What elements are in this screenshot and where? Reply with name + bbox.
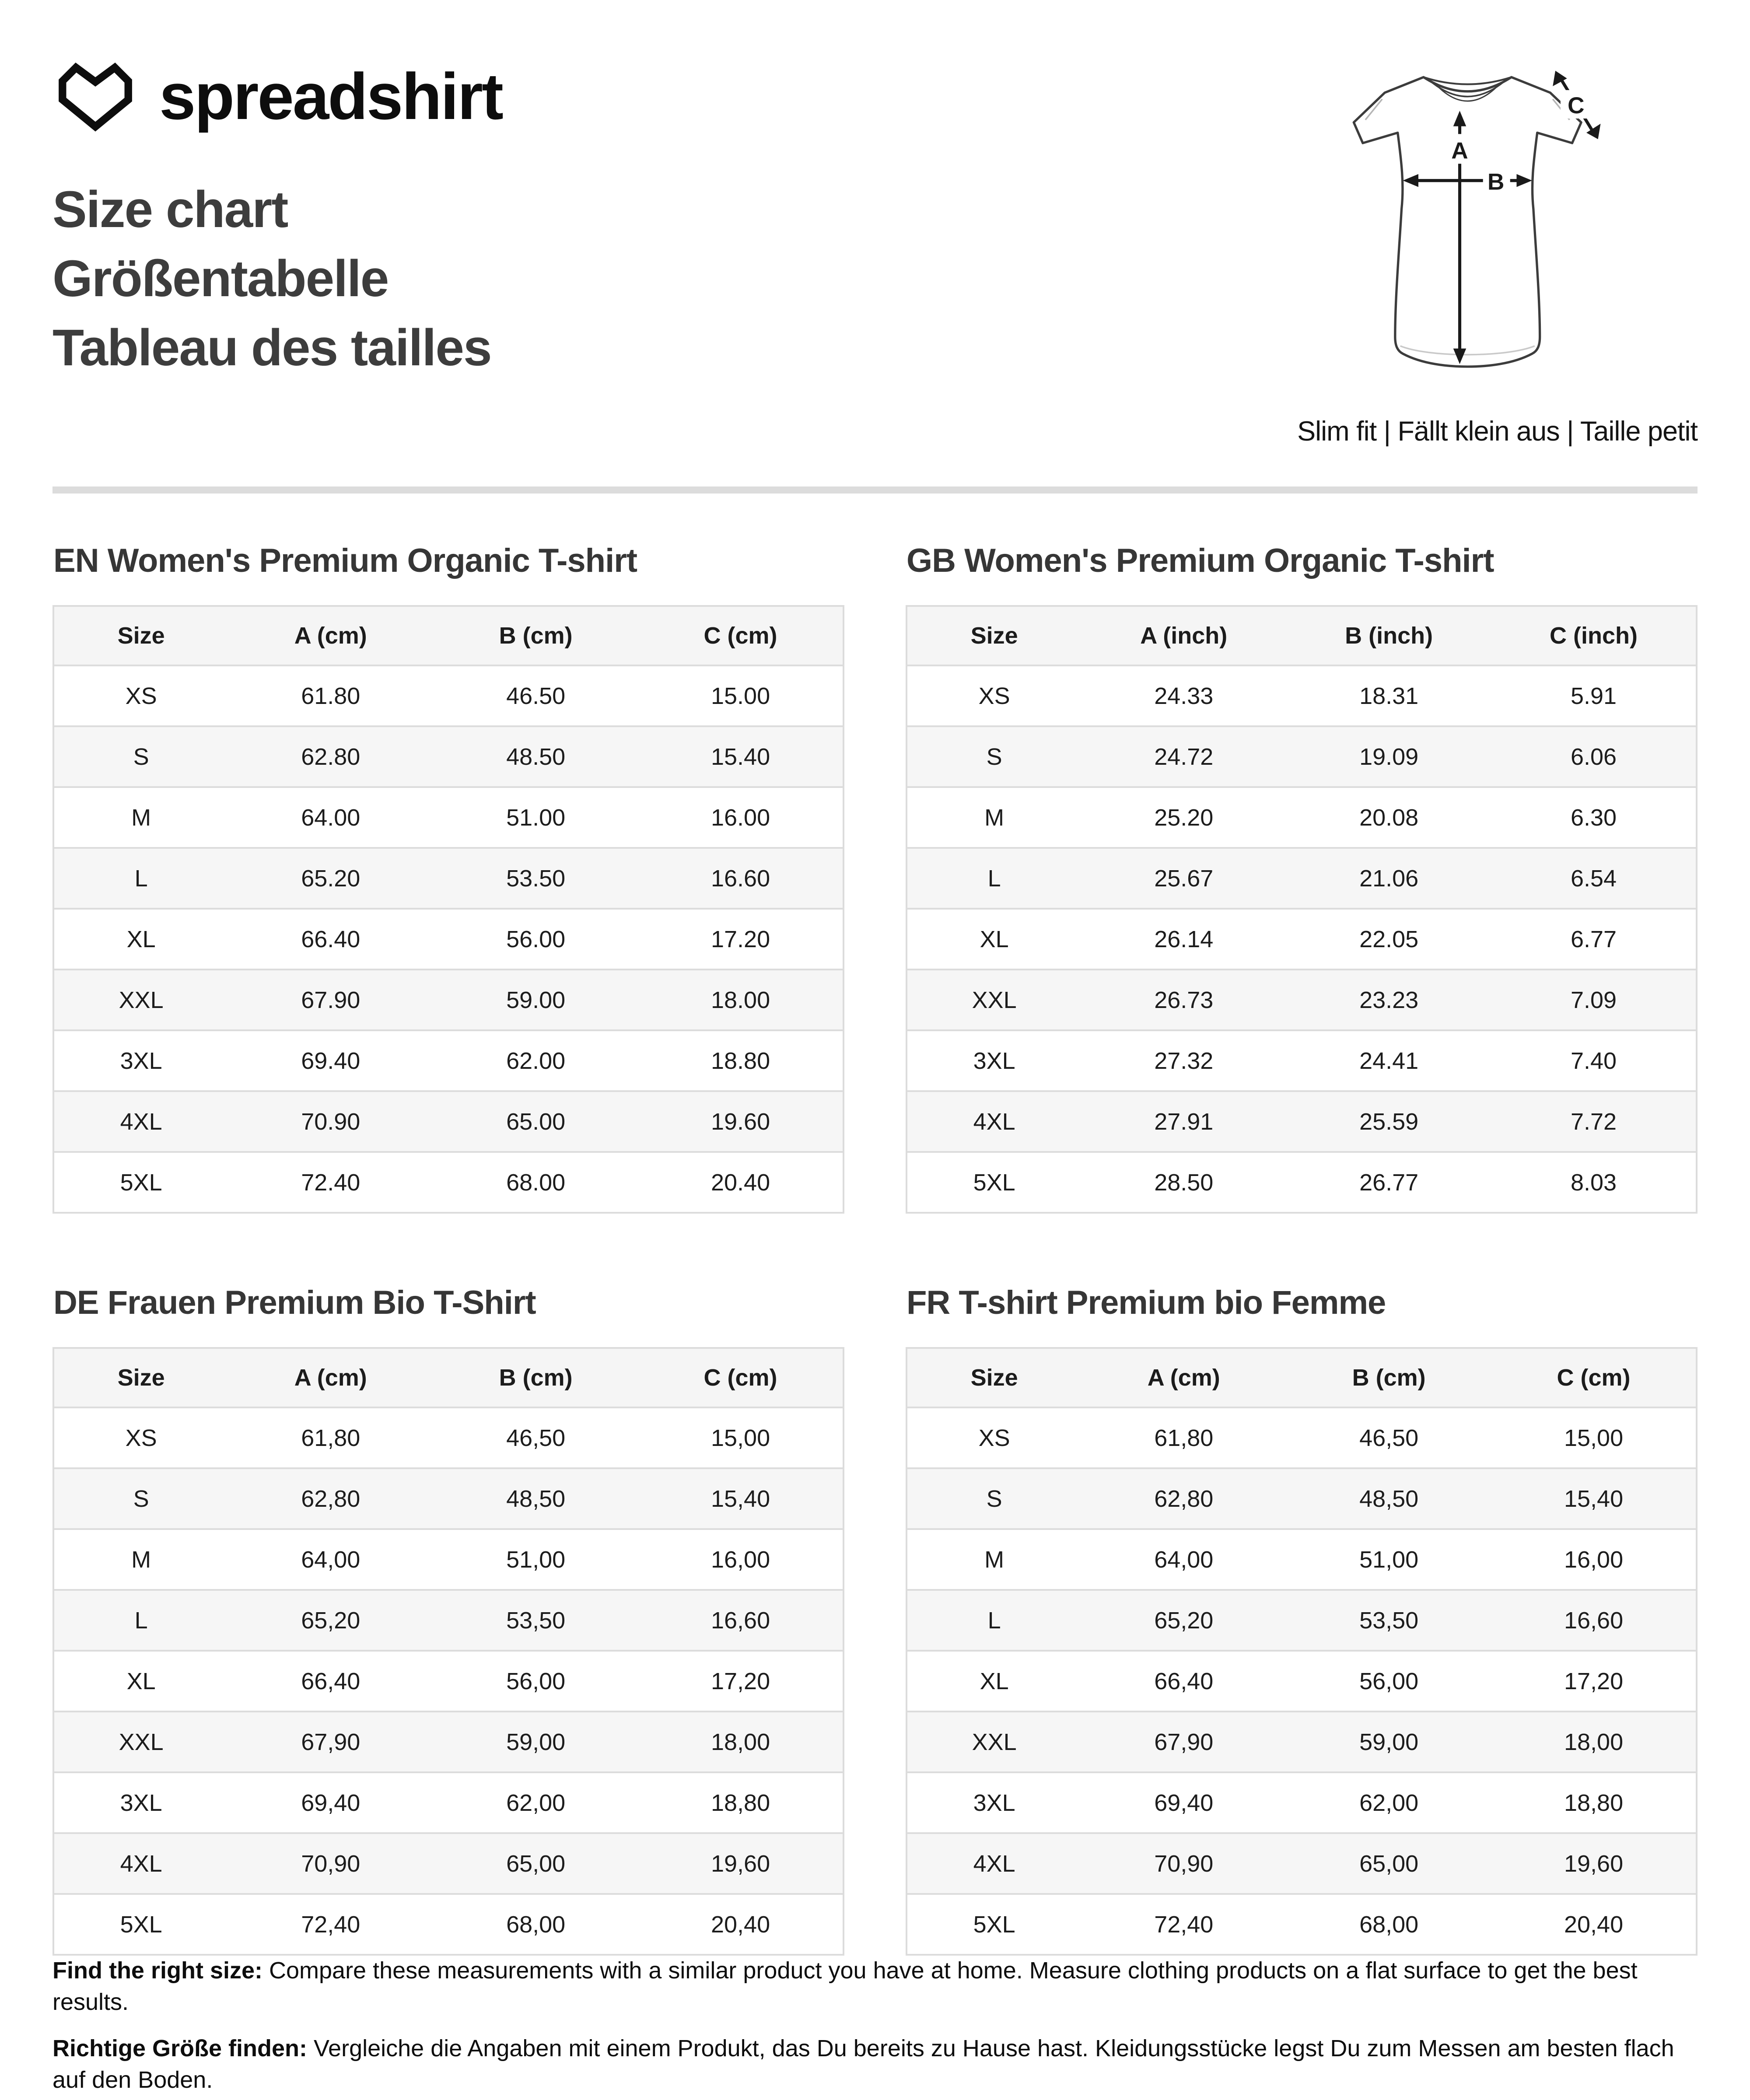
table-title-de: DE Frauen Premium Bio T-Shirt: [53, 1284, 536, 1321]
table-row: [53, 787, 844, 848]
measurement-cell: 64,00: [228, 1529, 433, 1590]
measurement-cell: 66,40: [228, 1651, 433, 1712]
measurement-cell: 53,50: [1286, 1590, 1491, 1651]
size-cell: XL: [906, 909, 1081, 970]
measurement-cell: 67,90: [1081, 1712, 1286, 1772]
table-row: [906, 665, 1697, 726]
header-row: [53, 606, 844, 665]
measurement-cell: 62.00: [433, 1030, 638, 1091]
measurement-cell: 70,90: [1081, 1833, 1286, 1894]
size-cell: M: [906, 787, 1081, 848]
column-header: A (inch): [1081, 606, 1286, 665]
size-cell: XXL: [53, 1712, 228, 1772]
sizing-tip-en-text: Compare these measurements with a similar product you have at home. Measure clothing products on a flat surface to get the best results.: [52, 1957, 1638, 2015]
size-cell: L: [906, 1590, 1081, 1651]
measure-a-label: A: [1451, 138, 1468, 164]
measurement-cell: 15.00: [638, 665, 844, 726]
table-row: [53, 1712, 844, 1772]
measurement-cell: 65.00: [433, 1091, 638, 1152]
measurement-cell: 7.09: [1491, 970, 1697, 1030]
table-row: [53, 1590, 844, 1651]
measurement-cell: 67.90: [228, 970, 433, 1030]
measurement-cell: 65,00: [433, 1833, 638, 1894]
measurement-cell: 24.41: [1286, 1030, 1491, 1091]
measurement-cell: 20.08: [1286, 787, 1491, 848]
measure-b-label: B: [1488, 169, 1505, 195]
measurement-cell: 18.31: [1286, 665, 1491, 726]
measurement-cell: 15,40: [1491, 1468, 1697, 1529]
measurement-cell: 18.00: [638, 970, 844, 1030]
measurement-cell: 7.40: [1491, 1030, 1697, 1091]
table-row: [53, 1152, 844, 1213]
table-row: [906, 1030, 1697, 1091]
size-cell: 5XL: [53, 1152, 228, 1213]
measurement-cell: 18.80: [638, 1030, 844, 1091]
measurement-cell: 26.14: [1081, 909, 1286, 970]
measurement-cell: 19.60: [638, 1091, 844, 1152]
measurement-cell: 46,50: [433, 1407, 638, 1468]
measurement-cell: 16,60: [638, 1590, 844, 1651]
column-header: A (cm): [228, 1348, 433, 1407]
size-cell: L: [53, 848, 228, 909]
column-header: C (inch): [1491, 606, 1697, 665]
measurement-cell: 48,50: [433, 1468, 638, 1529]
size-cell: M: [53, 787, 228, 848]
brand-logo: [52, 61, 502, 131]
size-cell: 3XL: [53, 1772, 228, 1833]
sizing-tip-de: [52, 2033, 1703, 2096]
spreadshirt-heart-icon: [52, 61, 138, 132]
measurement-cell: 65.20: [228, 848, 433, 909]
measurement-cell: 72,40: [228, 1894, 433, 1955]
measurement-cell: 69.40: [228, 1030, 433, 1091]
page-title-fr: Tableau des tailles: [52, 319, 491, 377]
measurement-cell: 61.80: [228, 665, 433, 726]
measurement-cell: 72.40: [228, 1152, 433, 1213]
measurement-cell: 15,40: [638, 1468, 844, 1529]
measurement-cell: 66,40: [1081, 1651, 1286, 1712]
measurement-cell: 64,00: [1081, 1529, 1286, 1590]
measurement-cell: 24.33: [1081, 665, 1286, 726]
column-header: Size: [53, 1348, 228, 1407]
measurement-cell: 17.20: [638, 909, 844, 970]
sizing-tip-de-lead: Richtige Größe finden:: [52, 2035, 308, 2062]
size-tables-grid: [52, 542, 1698, 1956]
size-cell: XXL: [906, 970, 1081, 1030]
table-row: [906, 1152, 1697, 1213]
size-cell: S: [53, 726, 228, 787]
measurement-cell: 46,50: [1286, 1407, 1491, 1468]
measurement-cell: 6.06: [1491, 726, 1697, 787]
size-cell: L: [906, 848, 1081, 909]
measurement-cell: 28.50: [1081, 1152, 1286, 1213]
table-row: [53, 1030, 844, 1091]
table-row: [906, 909, 1697, 970]
measurement-cell: 69,40: [228, 1772, 433, 1833]
size-cell: 5XL: [906, 1152, 1081, 1213]
measurement-cell: 8.03: [1491, 1152, 1697, 1213]
measurement-cell: 26.77: [1286, 1152, 1491, 1213]
measurement-cell: 25.59: [1286, 1091, 1491, 1152]
size-cell: M: [53, 1529, 228, 1590]
measurement-cell: 68.00: [433, 1152, 638, 1213]
measurement-cell: 22.05: [1286, 909, 1491, 970]
size-cell: XS: [53, 1407, 228, 1468]
measurement-cell: 65,20: [1081, 1590, 1286, 1651]
table-row: [906, 1468, 1697, 1529]
size-cell: XL: [53, 909, 228, 970]
measurement-cell: 61,80: [228, 1407, 433, 1468]
measurement-cell: 20,40: [638, 1894, 844, 1955]
page-title-de: Größentabelle: [52, 250, 388, 308]
table-row: [906, 1091, 1697, 1152]
measurement-cell: 67,90: [228, 1712, 433, 1772]
size-table-de: [52, 1347, 844, 1956]
table-row: [906, 787, 1697, 848]
page-title-group: [52, 175, 502, 382]
size-cell: S: [906, 1468, 1081, 1529]
table-row: [53, 970, 844, 1030]
measurement-cell: 15,00: [638, 1407, 844, 1468]
size-cell: XS: [906, 1407, 1081, 1468]
column-header: C (cm): [638, 1348, 844, 1407]
size-table-en: [52, 605, 844, 1214]
table-row: [906, 1529, 1697, 1590]
measurement-cell: 6.54: [1491, 848, 1697, 909]
measurement-cell: 53,50: [433, 1590, 638, 1651]
measurement-cell: 20.40: [638, 1152, 844, 1213]
measurement-cell: 21.06: [1286, 848, 1491, 909]
table-row: [53, 1468, 844, 1529]
tshirt-measurement-diagram: [1337, 59, 1611, 395]
column-header: Size: [906, 606, 1081, 665]
measurement-cell: 59,00: [433, 1712, 638, 1772]
measurement-cell: 17,20: [638, 1651, 844, 1712]
size-cell: XXL: [53, 970, 228, 1030]
table-row: [906, 1712, 1697, 1772]
page-title-en: Size chart: [52, 181, 288, 238]
measurement-cell: 51.00: [433, 787, 638, 848]
measurement-cell: 72,40: [1081, 1894, 1286, 1955]
measurement-cell: 59.00: [433, 970, 638, 1030]
measurement-cell: 70,90: [228, 1833, 433, 1894]
table-row: [53, 1651, 844, 1712]
measurement-cell: 16,00: [638, 1529, 844, 1590]
measurement-cell: 48.50: [433, 726, 638, 787]
size-cell: M: [906, 1529, 1081, 1590]
table-row: [53, 1772, 844, 1833]
size-cell: S: [53, 1468, 228, 1529]
size-cell: L: [53, 1590, 228, 1651]
size-cell: 4XL: [906, 1091, 1081, 1152]
measurement-cell: 5.91: [1491, 665, 1697, 726]
table-row: [53, 1894, 844, 1955]
measurement-cell: 15.40: [638, 726, 844, 787]
measurement-cell: 56,00: [1286, 1651, 1491, 1712]
size-cell: XXL: [906, 1712, 1081, 1772]
table-row: [53, 726, 844, 787]
table-row: [906, 1894, 1697, 1955]
measurement-cell: 68,00: [433, 1894, 638, 1955]
measurement-cell: 61,80: [1081, 1407, 1286, 1468]
sizing-tip-en-lead: Find the right size:: [52, 1957, 262, 1984]
measurement-cell: 69,40: [1081, 1772, 1286, 1833]
measurement-cell: 51,00: [433, 1529, 638, 1590]
section-divider: [52, 486, 1698, 494]
measurement-cell: 26.73: [1081, 970, 1286, 1030]
measurement-cell: 25.67: [1081, 848, 1286, 909]
table-row: [906, 848, 1697, 909]
size-table-fr: [906, 1347, 1698, 1956]
measurement-cell: 59,00: [1286, 1712, 1491, 1772]
column-header: A (cm): [228, 606, 433, 665]
size-cell: 5XL: [906, 1894, 1081, 1955]
measure-c-label: C: [1568, 93, 1585, 119]
measurement-cell: 16,00: [1491, 1529, 1697, 1590]
table-row: [906, 970, 1697, 1030]
column-header: Size: [53, 606, 228, 665]
brand-wordmark: spreadshirt: [159, 60, 502, 133]
measurement-cell: 18,00: [638, 1712, 844, 1772]
table-row: [906, 1772, 1697, 1833]
size-cell: S: [906, 726, 1081, 787]
table-row: [906, 1407, 1697, 1468]
size-cell: 3XL: [906, 1772, 1081, 1833]
measurement-cell: 62,00: [1286, 1772, 1491, 1833]
table-row: [53, 1833, 844, 1894]
table-row: [906, 726, 1697, 787]
size-cell: XS: [906, 665, 1081, 726]
column-header: Size: [906, 1348, 1081, 1407]
measurement-cell: 68,00: [1286, 1894, 1491, 1955]
header-row: [53, 1348, 844, 1407]
table-row: [906, 1833, 1697, 1894]
size-cell: 4XL: [906, 1833, 1081, 1894]
measurement-cell: 46.50: [433, 665, 638, 726]
measurement-cell: 23.23: [1286, 970, 1491, 1030]
table-row: [906, 1651, 1697, 1712]
measurement-cell: 62,00: [433, 1772, 638, 1833]
measurement-cell: 18,80: [1491, 1772, 1697, 1833]
measurement-cell: 16,60: [1491, 1590, 1697, 1651]
page-header: [52, 61, 502, 382]
column-header: B (inch): [1286, 606, 1491, 665]
size-table-gb: [906, 605, 1698, 1214]
column-header: C (cm): [1491, 1348, 1697, 1407]
size-cell: XL: [906, 1651, 1081, 1712]
measurement-cell: 19,60: [1491, 1833, 1697, 1894]
header-row: [906, 1348, 1697, 1407]
table-row: [53, 1529, 844, 1590]
measurement-cell: 53.50: [433, 848, 638, 909]
measurement-cell: 6.30: [1491, 787, 1697, 848]
size-table-block-fr: [906, 1284, 1698, 1956]
measurement-cell: 18,80: [638, 1772, 844, 1833]
size-table-block-en: [52, 542, 844, 1214]
measurement-cell: 17,20: [1491, 1651, 1697, 1712]
table-row: [53, 848, 844, 909]
size-cell: 4XL: [53, 1091, 228, 1152]
table-title-gb: GB Women's Premium Organic T-shirt: [906, 542, 1494, 579]
table-title-en: EN Women's Premium Organic T-shirt: [53, 542, 637, 579]
size-cell: 5XL: [53, 1894, 228, 1955]
measurement-cell: 18,00: [1491, 1712, 1697, 1772]
measurement-cell: 27.91: [1081, 1091, 1286, 1152]
measurement-cell: 24.72: [1081, 726, 1286, 787]
table-row: [53, 909, 844, 970]
measurement-cell: 7.72: [1491, 1091, 1697, 1152]
sizing-tip-en: [52, 1955, 1703, 2018]
column-header: A (cm): [1081, 1348, 1286, 1407]
fit-note: Slim fit | Fällt klein aus | Taille petit: [1297, 416, 1698, 447]
measurement-cell: 19,60: [638, 1833, 844, 1894]
measurement-cell: 15,00: [1491, 1407, 1697, 1468]
measurement-cell: 65,20: [228, 1590, 433, 1651]
size-cell: 3XL: [53, 1030, 228, 1091]
header-row: [906, 606, 1697, 665]
size-table-block-de: [52, 1284, 844, 1956]
measurement-cell: 27.32: [1081, 1030, 1286, 1091]
measurement-cell: 62.80: [228, 726, 433, 787]
sizing-tips: [52, 1955, 1703, 2096]
size-cell: 3XL: [906, 1030, 1081, 1091]
size-cell: XS: [53, 665, 228, 726]
measurement-cell: 56.00: [433, 909, 638, 970]
sizing-tip-de-text: Vergleiche die Angaben mit einem Produkt, das Du bereits zu Hause hast. Kleidungsstücke legst Du zum Messen am besten flach auf den Boden.: [52, 2035, 1674, 2093]
measurement-cell: 25.20: [1081, 787, 1286, 848]
measurement-cell: 62,80: [1081, 1468, 1286, 1529]
measurement-cell: 6.77: [1491, 909, 1697, 970]
measurement-cell: 51,00: [1286, 1529, 1491, 1590]
measurement-cell: 70.90: [228, 1091, 433, 1152]
column-header: C (cm): [638, 606, 844, 665]
table-row: [53, 1407, 844, 1468]
measurement-cell: 66.40: [228, 909, 433, 970]
measurement-cell: 65,00: [1286, 1833, 1491, 1894]
size-table-block-gb: [906, 542, 1698, 1214]
table-title-fr: FR T-shirt Premium bio Femme: [906, 1284, 1386, 1321]
measurement-cell: 16.60: [638, 848, 844, 909]
column-header: B (cm): [433, 606, 638, 665]
measurement-cell: 48,50: [1286, 1468, 1491, 1529]
table-row: [53, 665, 844, 726]
size-cell: 4XL: [53, 1833, 228, 1894]
measurement-cell: 56,00: [433, 1651, 638, 1712]
column-header: B (cm): [433, 1348, 638, 1407]
measurement-cell: 64.00: [228, 787, 433, 848]
measurement-cell: 20,40: [1491, 1894, 1697, 1955]
table-row: [906, 1590, 1697, 1651]
size-cell: XL: [53, 1651, 228, 1712]
measurement-cell: 62,80: [228, 1468, 433, 1529]
column-header: B (cm): [1286, 1348, 1491, 1407]
measurement-cell: 19.09: [1286, 726, 1491, 787]
measurement-cell: 16.00: [638, 787, 844, 848]
table-row: [53, 1091, 844, 1152]
